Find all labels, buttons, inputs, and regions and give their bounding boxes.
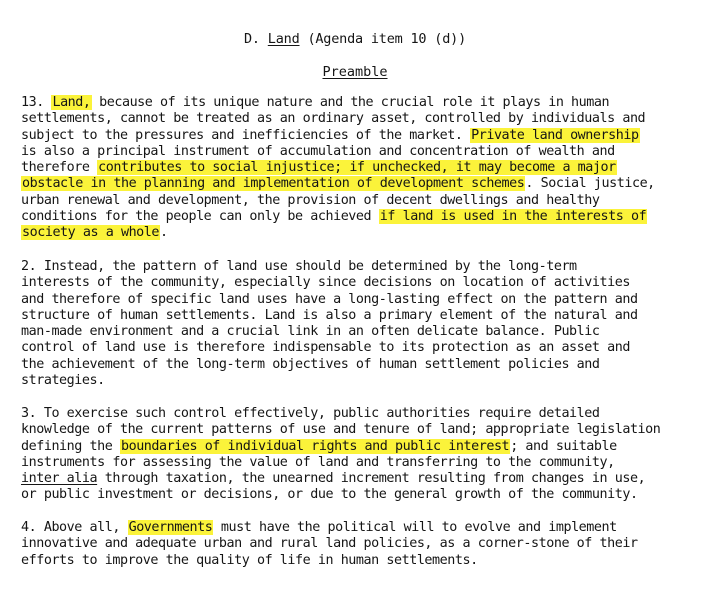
- text-segment: 13.: [21, 95, 52, 110]
- text-segment: defining the: [21, 438, 120, 454]
- text-line: [21, 471, 701, 487]
- text-segment: settlements, cannot be treated as an ordinary asset, controlled by individuals and: [21, 111, 646, 127]
- highlighted-text: if land is used in the interests of: [379, 209, 647, 225]
- highlighted-text: boundaries of individual rights and public interest: [120, 438, 510, 454]
- paragraph-2: [21, 259, 701, 389]
- text-line: [21, 455, 701, 471]
- text-segment: .: [160, 225, 168, 241]
- section-heading: [0, 31, 710, 47]
- text-line: [21, 357, 701, 373]
- text-segment: subject to the pressures and inefficiencies of the market.: [21, 127, 471, 143]
- text-line: [21, 292, 701, 308]
- text-segment: strategies.: [21, 373, 105, 389]
- text-segment: is also a principal instrument of accumulation and concentration of wealth and: [21, 143, 615, 159]
- text-line: [21, 193, 701, 209]
- text-segment: knowledge of the current patterns of use and tenure of land; appropriate legislation: [21, 422, 661, 438]
- text-segment: innovative and adequate urban and rural land policies, as a corner-stone of their: [21, 536, 638, 552]
- text-segment: or public investment or decisions, or due to the general growth of the community.: [21, 487, 638, 503]
- text-segment: control of land use is therefore indispensable to its protection as an asset and: [21, 340, 630, 356]
- text-segment: man-made environment and a crucial link in an often delicate balance. Public: [21, 324, 600, 340]
- text-line: [21, 439, 701, 455]
- text-line: [21, 128, 701, 144]
- heading-agenda: (Agenda item 10 (d)): [299, 31, 466, 47]
- text-line: [21, 95, 701, 111]
- highlighted-text: Land,: [52, 95, 91, 110]
- heading-land: Land: [267, 31, 300, 47]
- text-segment: the achievement of the long-term objectives of human settlement policies and: [21, 356, 600, 372]
- text-segment: ; and suitable: [510, 438, 617, 454]
- highlighted-text: obstacle in the planning and implementation of development schemes: [22, 176, 525, 192]
- heading-prefix: D.: [244, 31, 268, 47]
- text-line: [21, 160, 701, 176]
- preamble-heading: Preamble: [322, 64, 388, 80]
- highlighted-text: Private land ownership: [471, 127, 639, 143]
- text-line: [21, 373, 701, 389]
- text-segment: therefore: [21, 160, 98, 176]
- text-segment: because of its unique nature and the crucial role it plays in human: [91, 95, 610, 110]
- text-line: [21, 553, 701, 569]
- highlighted-text: society as a whole: [22, 225, 160, 241]
- text-line: [21, 209, 701, 225]
- text-line: [21, 324, 701, 340]
- text-line: [21, 259, 701, 275]
- paragraph-3: [21, 406, 701, 504]
- text-line: [21, 144, 701, 160]
- text-line: [21, 225, 701, 241]
- text-segment: 3. To exercise such control effectively, public authorities require detailed: [21, 406, 600, 421]
- text-line: [21, 520, 701, 536]
- text-segment: efforts to improve the quality of life in human settlements.: [21, 552, 478, 568]
- text-segment: interests of the community, especially since decisions on location of activities: [21, 275, 630, 291]
- text-segment: must have the political will to evolve and implement: [213, 520, 617, 535]
- text-line: [21, 536, 701, 552]
- highlighted-text: contributes to social injustice; if unchecked, it may become a major: [98, 160, 616, 176]
- text-line: [21, 275, 701, 291]
- text-segment: urban renewal and development, the provision of decent dwellings and healthy: [21, 192, 600, 208]
- text-segment: instruments for assessing the value of land and transferring to the community,: [21, 454, 615, 470]
- paragraph-13: [21, 95, 701, 242]
- text-segment: 2. Instead, the pattern of land use should be determined by the long-term: [21, 259, 577, 274]
- text-line: [21, 308, 701, 324]
- text-line: [21, 487, 701, 503]
- paragraph-4: [21, 520, 701, 569]
- text-line: [21, 406, 701, 422]
- text-segment: conditions for the people can only be achieved: [21, 209, 379, 225]
- text-line: [21, 340, 701, 356]
- text-line: [21, 422, 701, 438]
- text-segment: . Social justice,: [525, 176, 655, 192]
- highlighted-text: Governments: [128, 520, 213, 535]
- text-line: [21, 176, 701, 192]
- text-segment: and therefore of specific land uses have a long-lasting effect on the pattern and: [21, 291, 638, 307]
- text-line: [21, 111, 701, 127]
- text-segment: 4. Above all,: [21, 520, 128, 535]
- text-segment: structure of human settlements. Land is also a primary element of the natural and: [21, 307, 638, 323]
- underlined-text: inter alia: [21, 471, 98, 487]
- text-segment: through taxation, the unearned increment resulting from changes in use,: [97, 471, 646, 487]
